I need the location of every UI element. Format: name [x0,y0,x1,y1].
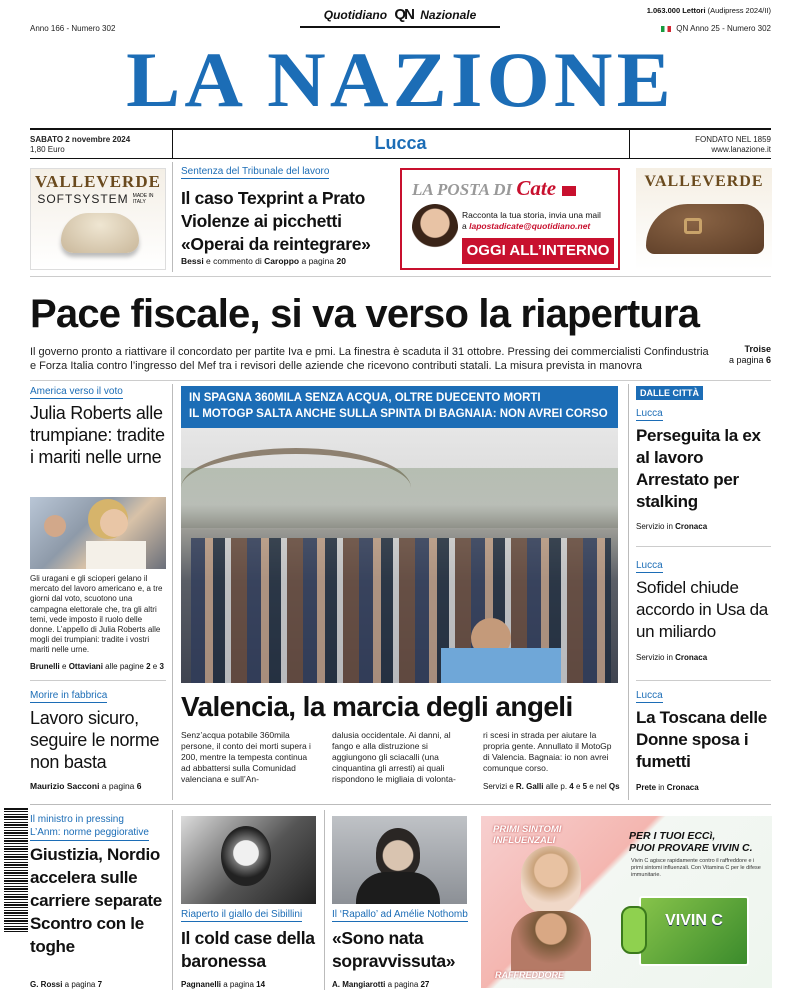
qn-logo: QN [394,6,413,23]
posta-cta: OGGI ALL’INTERNO [462,238,614,264]
posta-text-a: a [462,221,467,231]
top-story-headline-line3: «Operai da reintegrare» [181,234,371,254]
nothomb-kicker: Il ‘Rapallo’ ad Amélie Nothomb [332,909,468,920]
julia-roberts-headline[interactable]: Julia Roberts alle trumpiane: tradite i mariti nelle urne [30,403,165,467]
issue-date: SABATO 2 novembre 2024 [30,135,131,144]
baronessa-headline[interactable]: Il cold case della baronessa [181,928,315,971]
valencia-col2: dalusia occidentale. Ai danni, al fango e alla distruzione si aggiungono gli sciacalli (una cinquantina gli arresti) ai quali rispondono le migliaia di volonta- [332,730,456,784]
top-story-headline-line1: Il caso Texprint a Prato [181,188,366,208]
lead-author: Troise [744,344,771,354]
ad-line3: RAFFREDDORE [495,970,564,980]
toscana-ref: Prete in Cronaca [636,783,699,792]
issue-right [661,24,771,33]
ad-cta1: PER I TUOI ECCì, [629,830,716,842]
top-story-kicker: Sentenza del Tribunale del lavoro [181,166,330,177]
posta-email[interactable]: lapostadicate@quotidiano.net [469,221,591,231]
ad-brand: VIVIN C [665,912,723,929]
ad-cta2: PUOI PROVARE VIVIN C. [629,842,753,854]
julia-roberts-photo [30,497,166,569]
barcode [4,808,28,932]
made-in-italy-label: MADE IN ITALY [132,193,154,205]
top-story-headline-line2: Violenze ai picchetti [181,211,342,231]
founded: FONDATO NEL 1859 [695,135,771,144]
lavoro-sicuro-byline: Maurizio Sacconi a pagina 6 [30,781,142,791]
julia-roberts-byline: Brunelli e Ottaviani alle pagine 2 e 3 [30,662,164,671]
readers-count [647,6,771,15]
right-kicker2: Lucca [636,560,663,571]
banner-line1: IN SPAGNA 360MILA SENZA ACQUA, OLTRE DUECENTO MORTI [189,392,541,404]
website-link[interactable]: www.lanazione.it [711,145,771,154]
nothomb-byline: A. Mangiarotti a pagina 27 [332,980,430,989]
posta-name: Cate [516,176,557,200]
right-kicker1: Lucca [636,408,663,419]
baronessa-byline: Pagnanelli a pagina 14 [181,980,266,989]
valencia-col3: ri scesi in strada per aiutare la propria gente. Annullato il MotoGp di Valencia. Bagnaia: io non avrei comunque corso. [483,730,612,773]
ad-woman-image [521,846,581,916]
ad-line1: PRIMI SINTOMI [493,824,562,835]
dalle-citta-label: DALLE CITTÀ [636,386,703,400]
nordio-kicker2: L’Anm: norme peggiorative [30,826,149,841]
left-kicker2: Morire in fabbrica [30,690,108,701]
lead-byline: Troise a pagina 6 [728,344,771,365]
lavoro-sicuro-headline[interactable]: Lavoro sicuro, seguire le norme non basta [30,708,160,772]
lead-headline[interactable]: Pace fiscale, si va verso la riapertura [30,292,700,336]
vivin-c-box [639,896,749,966]
readers-source: (Audipress 2024/II) [707,6,771,15]
top-story-byline: Bessi e commento di Caroppo a pagina 20 [181,256,346,266]
lead-deck: Il governo pronto a riattivare il concordato per partite Iva e pmi. La finestra è scaduta il 31 ottobre. Pressing dei commercialisti Confindustria e Forza Italia contro l’ingresso del Mef tra i revisori delle aziende che ricevono contributi statali. La misura prevista in manovra [30,346,709,372]
sofidel-ref: Servizio in Cronaca [636,653,708,662]
top-story-headline[interactable] [181,187,396,256]
masthead-rule [30,128,771,130]
sandal-image [61,213,139,253]
sofidel-headline[interactable]: Sofidel chiude accordo in Usa da un miliardo [636,578,768,641]
valencia-headline[interactable]: Valencia, la marcia degli angeli [181,691,573,722]
qn-underline [300,26,500,28]
right-kicker3: Lucca [636,690,663,701]
nordio-kicker1: Il ministro in pressing [30,814,124,825]
issue-left: Anno 166 - Numero 302 [30,24,116,33]
nothomb-headline[interactable]: «Sono nata sopravvissuta» [332,928,456,971]
softsystem-label: SOFTSYSTEM [37,192,129,206]
qn-header [300,6,500,26]
posta-title: LA POSTA DI [412,180,513,199]
valencia-photo [181,428,618,683]
issue-right-text: QN Anno 25 - Numero 302 [676,24,771,33]
issue-price: 1,80 Euro [30,145,65,154]
baronessa-kicker: Riaperto il giallo dei Sibillini [181,909,303,920]
valencia-col1: Senz’acqua potabile 360mila persone, il conto dei morti supera i 200, mentre la tempesta continua ad abbattersi sulla Comunidad valenciana e sull’An- [181,730,311,784]
edition-name[interactable]: Lucca [374,133,427,153]
clog-image [646,204,764,254]
ad-line2: INFLUENZALI [493,835,556,846]
nordio-kickers [30,813,149,841]
toscana-donne-headline[interactable]: La Toscana delle Donne sposa i fumetti [636,708,767,771]
nordio-byline: G. Rossi a pagina 7 [30,980,103,989]
qn-left-text: Quotidiano [323,8,388,22]
valleverde-ad-left[interactable] [30,168,166,270]
cate-portrait [412,204,458,268]
vivin-c-ad[interactable] [481,816,772,988]
valleverde-ad-right[interactable] [636,168,772,270]
posta-text: Racconta la tua storia, invia una mail [462,210,601,220]
banner-line2: IL MOTOGP SALTA ANCHE SULLA SPINTA DI BAGNAIA: NON AVREI CORSO [189,408,608,420]
qn-right-text: Nazionale [420,8,477,22]
envelope-icon [562,186,576,196]
valencia-banner [181,386,618,428]
italy-flag-icon [661,26,671,32]
posta-di-cate-ad[interactable] [400,168,620,270]
newspaper-title: LA NAZIONE [126,36,675,123]
nothomb-photo [332,816,467,904]
julia-roberts-body: Gli uragani e gli scioperi gelano il mercato del lavoro americano e, a tre giorni dal voto, scuotono una campagna elettorale che, tra gli altri temi, vede imposto il ruolo delle donne. L’appello di Julia Roberts alle mogli dei trumpiani: tradite i vostri mariti nelle urne. [30,574,163,655]
ad-man-image [511,911,591,971]
valencia-byline: Servizi e R. Galli alle p. 4 e 5 e nel Qs [483,782,620,791]
mascot-icon [621,906,647,954]
left-kicker: America verso il voto [30,386,123,397]
valleverde-logo-right: VALLEVERDE [644,173,764,190]
baronessa-photo [181,816,316,904]
stalking-headline[interactable]: Perseguita la ex al lavoro Arrestato per stalking [636,426,761,511]
nordio-headline[interactable]: Giustizia, Nordio accelera sulle carriere separate Scontro con le toghe [30,845,162,956]
valleverde-logo: VALLEVERDE [35,172,161,191]
readers-value: 1.063.000 Lettori [646,6,706,15]
ad-small-text: Vivin C agisce rapidamente contro il raffreddore e i primi sintomi influenzali. Con Vitamina C per le difese immunitarie. [631,858,761,878]
stalking-ref: Servizio in Cronaca [636,522,708,531]
